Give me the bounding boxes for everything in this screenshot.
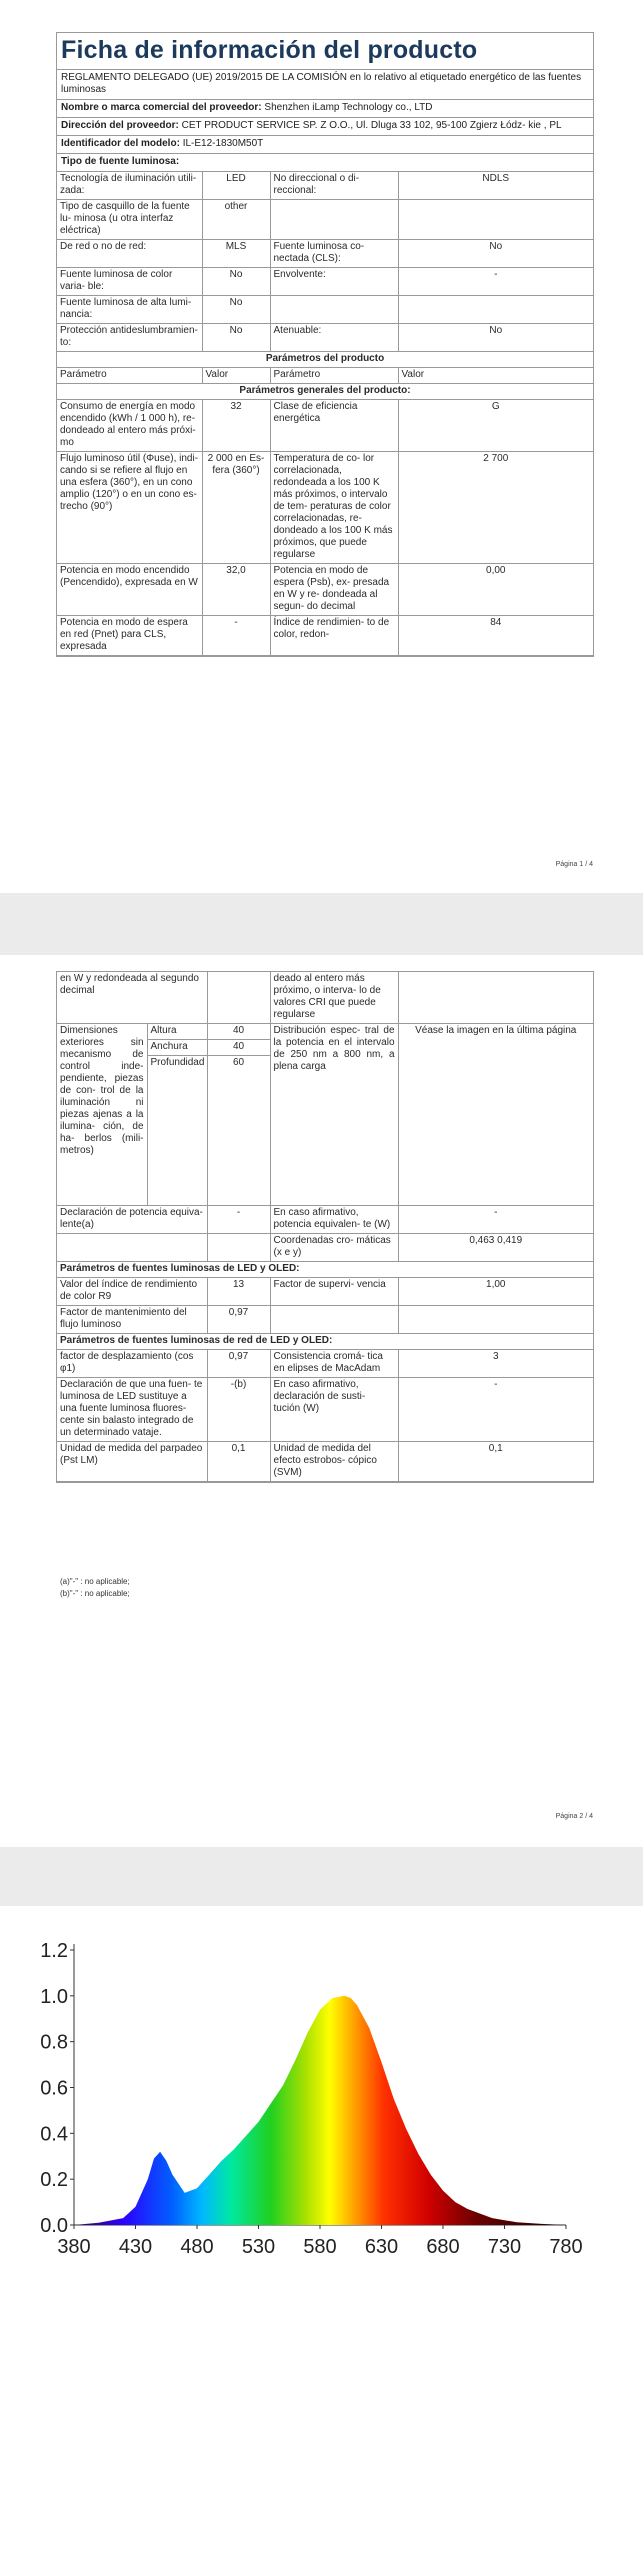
- source-type-cell-a: Protección antideslumbramien- to:: [57, 324, 202, 352]
- column-header-row: [57, 368, 593, 384]
- source-type-row: [57, 268, 593, 296]
- source-type-heading: Tipo de fuente luminosa:: [57, 154, 593, 172]
- source-type-cell-d: No: [398, 240, 593, 268]
- param-cont-row: [57, 972, 593, 1024]
- general-param-cell-a: Potencia en modo encendido (Pencendido), expresada en W: [57, 564, 202, 616]
- general-params-heading-row: [57, 384, 593, 400]
- footnote-b: (b)"-" : no aplicable;: [60, 1589, 130, 1598]
- led-params-heading: Parámetros de fuentes luminosas de LED y OLED:: [57, 1262, 593, 1278]
- supplier-address-label: Dirección del proveedor:: [61, 120, 179, 131]
- x-tick-label: 780: [549, 2236, 583, 2258]
- page-title: Ficha de información del producto: [57, 33, 593, 70]
- source-type-cell-d: -: [398, 268, 593, 296]
- param-cont-cell-d: -: [398, 1206, 593, 1234]
- source-type-cell-a: Fuente luminosa de alta lumi- nancia:: [57, 296, 202, 324]
- info-sheet-page-1: [56, 32, 594, 657]
- param-cont-cell-b: [207, 1234, 270, 1262]
- led-mains-param-cell-d: 3: [398, 1350, 593, 1378]
- x-tick-label: 580: [303, 2236, 337, 2258]
- led-mains-params-heading: Parámetros de fuentes luminosas de red de LED y OLED:: [57, 1334, 593, 1350]
- spd-label: Distribución espec- tral de la potencia en el intervalo de 250 nm a 800 nm, a plena carga: [270, 1024, 398, 1206]
- led-param-row: [57, 1306, 593, 1334]
- param-cont-cell-d: [398, 972, 593, 1024]
- led-mains-param-cell-a: factor de desplazamiento (cos φ1): [57, 1350, 207, 1378]
- x-tick-label: 430: [118, 2236, 153, 2258]
- param-cont-cell-c: En caso afirmativo, potencia equivalen- te (W): [270, 1206, 398, 1234]
- general-param-cell-d: 84: [398, 616, 593, 656]
- info-sheet-page-2: [56, 971, 594, 1483]
- supplier-address-row: [57, 118, 593, 136]
- y-tick-label: 0.4: [40, 2123, 68, 2146]
- general-param-cell-b: 2 000 en Es- fera (360°): [202, 452, 270, 564]
- height-value: 40: [207, 1024, 270, 1040]
- led-mains-param-cell-b: 0,1: [207, 1442, 270, 1482]
- led-param-cell-c: Factor de supervi- vencia: [270, 1278, 398, 1306]
- x-tick-label: 380: [57, 2236, 91, 2258]
- led-mains-param-cell-c: Unidad de medida del efecto estrobos- cópico (SVM): [270, 1442, 398, 1482]
- spectrum-area: [74, 1996, 566, 2225]
- y-tick-label: 0.6: [40, 2077, 68, 2100]
- general-param-cell-d: 2 700: [398, 452, 593, 564]
- param-cont-cell-d: 0,463 0,419: [398, 1234, 593, 1262]
- source-type-cell-a: Fuente luminosa de color varia- ble:: [57, 268, 202, 296]
- supplier-name-label: Nombre o marca comercial del proveedor:: [61, 102, 262, 113]
- spectral-power-distribution-chart: [40, 1930, 583, 2270]
- y-tick-label: 0.0: [40, 2215, 68, 2237]
- source-type-table: [57, 172, 593, 656]
- y-tick-label: 0.2: [40, 2169, 68, 2192]
- led-mains-param-cell-c: Consistencia cromá- tica en elipses de MacAdam: [270, 1350, 398, 1378]
- general-param-cell-d: G: [398, 400, 593, 452]
- y-tick-label: 1.0: [40, 1985, 68, 2008]
- param-cont-row: [57, 1206, 593, 1234]
- supplier-address-value: CET PRODUCT SERVICE SP. Z O.O., Ul. Dluga 33 102, 95-100 Zgierz Łódz- kie , PL: [181, 120, 562, 131]
- general-param-row: [57, 564, 593, 616]
- general-param-row: [57, 616, 593, 656]
- params-table-continued: [57, 972, 593, 1482]
- product-params-heading-row: [57, 352, 593, 368]
- led-param-cell-b: 0,97: [207, 1306, 270, 1334]
- regulation-text: REGLAMENTO DELEGADO (UE) 2019/2015 DE LA COMISIÓN en lo relativo al etiquetado energético de las fuentes luminosas: [57, 70, 593, 100]
- param-cont-cell-a: [57, 1234, 207, 1262]
- source-type-cell-b: No: [202, 324, 270, 352]
- source-type-cell-b: No: [202, 296, 270, 324]
- source-type-cell-c: No direccional o di- reccional:: [270, 172, 398, 200]
- led-mains-param-cell-a: Unidad de medida del parpadeo (Pst LM): [57, 1442, 207, 1482]
- general-param-row: [57, 400, 593, 452]
- source-type-cell-b: LED: [202, 172, 270, 200]
- param-cont-cell-b: [207, 972, 270, 1024]
- param-cont-row: [57, 1234, 593, 1262]
- x-tick-label: 680: [426, 2236, 460, 2258]
- y-tick-label: 1.2: [40, 1940, 68, 1962]
- x-tick-label: 530: [241, 2236, 276, 2258]
- source-type-cell-a: Tecnología de iluminación utili- zada:: [57, 172, 202, 200]
- col-header-value-2: Valor: [398, 368, 593, 384]
- source-type-cell-d: No: [398, 324, 593, 352]
- depth-value: 60: [207, 1056, 270, 1206]
- page-1: [0, 0, 643, 893]
- y-tick-label: 0.8: [40, 2031, 68, 2054]
- param-cont-cell-b: -: [207, 1206, 270, 1234]
- source-type-cell-d: [398, 296, 593, 324]
- page-number: Página 2 / 4: [555, 1813, 593, 1820]
- source-type-cell-d: [398, 200, 593, 240]
- depth-label: Profundidad: [147, 1056, 207, 1206]
- led-mains-param-cell-c: En caso afirmativo, declaración de susti- tución (W): [270, 1378, 398, 1442]
- led-mains-param-cell-b: -(b): [207, 1378, 270, 1442]
- param-cont-cell-c: deado al entero más próximo, o interva- lo de valores CRI que puede regularse: [270, 972, 398, 1024]
- dimensions-label: Dimensiones exteriores sin mecanismo de control inde- pendiente, piezas de con- trol de la iluminación ni piezas ajenas a la ilumina- ción, de ha- berlos (mili- metros): [57, 1024, 147, 1206]
- height-label: Altura: [147, 1024, 207, 1040]
- param-cont-cell-a: en W y redondeada al segundo decimal: [57, 972, 207, 1024]
- dimensions-row-height: [57, 1024, 593, 1040]
- general-param-cell-a: Potencia en modo de espera en red (Pnet) para CLS, expresada: [57, 616, 202, 656]
- page-number: Página 1 / 4: [555, 861, 593, 868]
- general-param-cell-b: 32: [202, 400, 270, 452]
- led-mains-param-cell-b: 0,97: [207, 1350, 270, 1378]
- x-tick-label: 630: [364, 2236, 399, 2258]
- led-param-cell-a: Factor de mantenimiento del flujo luminoso: [57, 1306, 207, 1334]
- footnote-a: (a)"-" : no aplicable;: [60, 1577, 130, 1586]
- model-id-label: Identificador del modelo:: [61, 138, 180, 149]
- model-id-value: IL-E12-1830M50T: [182, 138, 264, 149]
- general-param-cell-b: -: [202, 616, 270, 656]
- general-param-cell-c: Temperatura de co- lor correlacionada, redondeada a los 100 K más próximos, o intervalo de tem- peraturas de color correlacionadas, re- dondeado a los 100 K más próximos, que puede regularse: [270, 452, 398, 564]
- param-cont-cell-a: Declaración de potencia equiva- lente(a): [57, 1206, 207, 1234]
- led-mains-param-row: [57, 1378, 593, 1442]
- source-type-cell-c: Envolvente:: [270, 268, 398, 296]
- source-type-cell-c: Atenuable:: [270, 324, 398, 352]
- led-param-cell-d: 1,00: [398, 1278, 593, 1306]
- general-param-cell-b: 32,0: [202, 564, 270, 616]
- general-param-row: [57, 452, 593, 564]
- col-header-value: Valor: [202, 368, 270, 384]
- col-header-param-2: Parámetro: [270, 368, 398, 384]
- width-label: Anchura: [147, 1040, 207, 1056]
- col-header-param: Parámetro: [57, 368, 202, 384]
- supplier-name-row: [57, 100, 593, 118]
- led-mains-param-row: [57, 1350, 593, 1378]
- spd-value: Véase la imagen en la última página: [398, 1024, 593, 1206]
- source-type-row: [57, 240, 593, 268]
- general-param-cell-d: 0,00: [398, 564, 593, 616]
- supplier-name-value: Shenzhen iLamp Technology co., LTD: [264, 102, 433, 113]
- source-type-row: [57, 296, 593, 324]
- led-param-cell-d: [398, 1306, 593, 1334]
- width-value: 40: [207, 1040, 270, 1056]
- model-id-row: [57, 136, 593, 154]
- led-param-cell-b: 13: [207, 1278, 270, 1306]
- source-type-cell-d: NDLS: [398, 172, 593, 200]
- source-type-cell-c: Fuente luminosa co- nectada (CLS):: [270, 240, 398, 268]
- source-type-cell-c: [270, 296, 398, 324]
- source-type-row: [57, 172, 593, 200]
- led-param-cell-c: [270, 1306, 398, 1334]
- general-param-cell-a: Consumo de energía en modo encendido (kWh / 1 000 h), re- dondeado al entero más próxi- mo: [57, 400, 202, 452]
- x-tick-label: 480: [180, 2236, 214, 2258]
- general-params-heading: Parámetros generales del producto:: [57, 384, 593, 400]
- source-type-row: [57, 200, 593, 240]
- page-2: [0, 955, 643, 1847]
- source-type-cell-b: No: [202, 268, 270, 296]
- source-type-row: [57, 324, 593, 352]
- led-mains-param-cell-a: Declaración de que una fuen- te luminosa de LED sustituye a una fuente luminosa fluores- cente sin balasto integrado de un determinado vataje.: [57, 1378, 207, 1442]
- source-type-cell-a: De red o no de red:: [57, 240, 202, 268]
- param-cont-cell-c: Coordenadas cro- máticas (x e y): [270, 1234, 398, 1262]
- general-param-cell-c: Índice de rendimien- to de color, redon-: [270, 616, 398, 656]
- x-tick-label: 730: [487, 2236, 522, 2258]
- source-type-cell-b: MLS: [202, 240, 270, 268]
- source-type-cell-c: [270, 200, 398, 240]
- product-params-heading: Parámetros del producto: [57, 352, 593, 368]
- general-param-cell-a: Flujo luminoso útil (Φuse), indi- cando si se refiere al flujo en una esfera (360°), en un cono amplio (120°) o en un cono es- trecho (90°): [57, 452, 202, 564]
- source-type-cell-a: Tipo de casquillo de la fuente lu- minosa (u otra interfaz eléctrica): [57, 200, 202, 240]
- source-type-cell-b: other: [202, 200, 270, 240]
- led-mains-param-cell-d: -: [398, 1378, 593, 1442]
- general-param-cell-c: Potencia en modo de espera (Psb), ex- presada en W y re- dondeada al segun- do decimal: [270, 564, 398, 616]
- led-mains-param-cell-d: 0,1: [398, 1442, 593, 1482]
- led-param-row: [57, 1278, 593, 1306]
- page-3: [0, 1906, 643, 2560]
- led-param-cell-a: Valor del índice de rendimiento de color R9: [57, 1278, 207, 1306]
- general-param-cell-c: Clase de eficiencia energética: [270, 400, 398, 452]
- led-mains-param-row: [57, 1442, 593, 1482]
